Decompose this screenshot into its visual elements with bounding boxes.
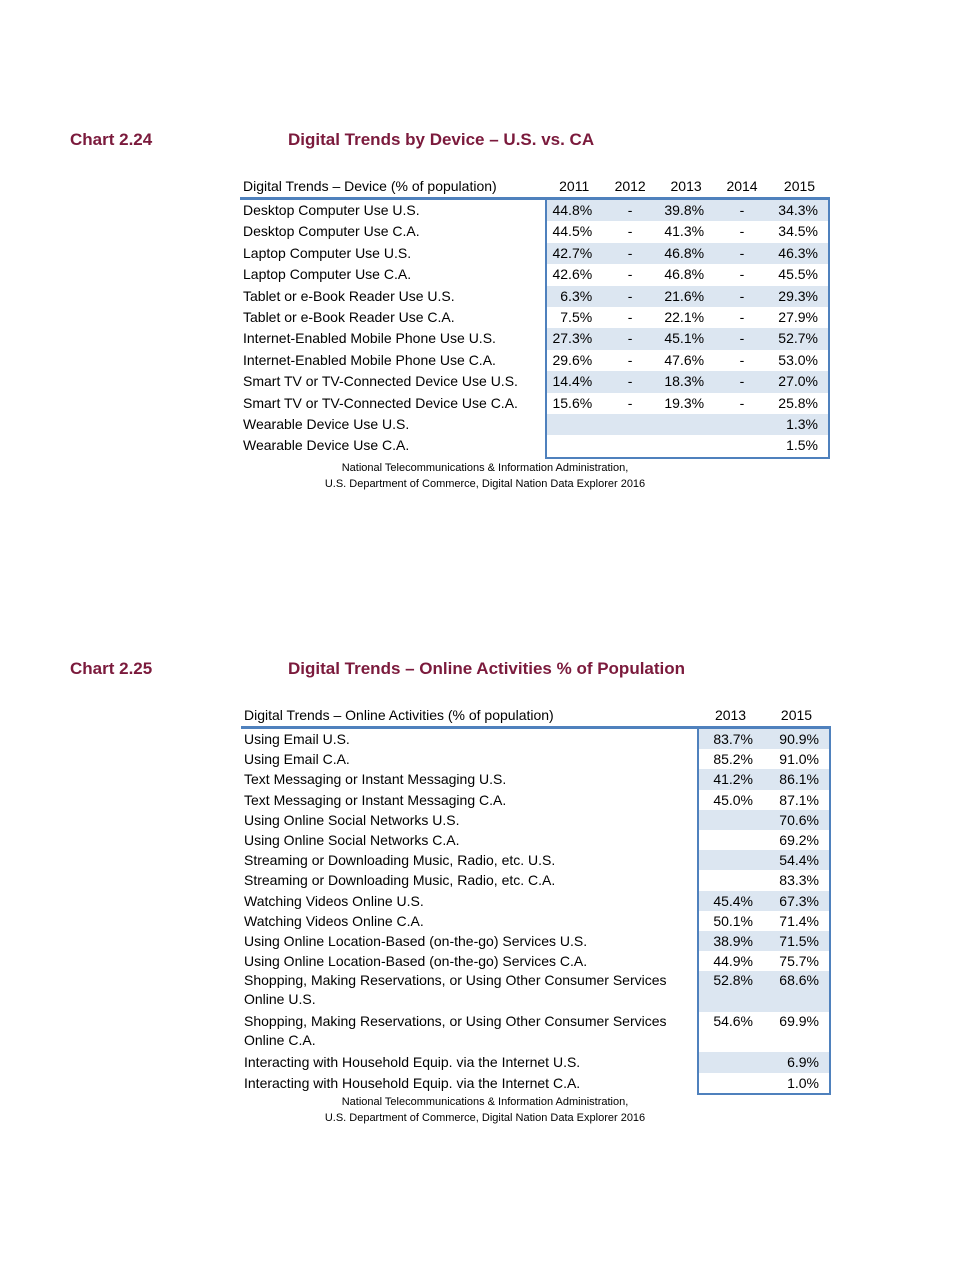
cell-value: 6.3% — [546, 286, 602, 307]
cell-value — [546, 435, 602, 457]
cell-value: 44.9% — [698, 951, 763, 971]
row-label: Using Online Location-Based (on-the-go) Services U.S. — [244, 933, 588, 950]
cell-value: 42.7% — [546, 243, 602, 264]
table-row — [241, 850, 830, 870]
row-label: Using Email C.A. — [244, 751, 350, 768]
row-label: Desktop Computer Use C.A. — [243, 223, 420, 240]
cell-value — [698, 1052, 763, 1072]
cell-value: - — [714, 371, 770, 392]
cell-value: 54.6% — [698, 1012, 763, 1053]
cell-value — [698, 830, 763, 850]
cell-value: - — [739, 309, 745, 326]
chart1-source — [240, 460, 730, 492]
cell-value: 67.3% — [763, 891, 830, 911]
cell-value: - — [627, 266, 633, 283]
cell-value: 53.0% — [770, 350, 829, 371]
cell-value: 1.0% — [763, 1073, 830, 1094]
cell-value — [698, 850, 763, 870]
table-row — [240, 264, 829, 285]
table-row — [240, 199, 829, 222]
column-header-year: 2015 — [763, 701, 830, 728]
column-header-year: 2014 — [714, 172, 770, 199]
cell-value: 6.9% — [763, 1052, 830, 1072]
row-label: Laptop Computer Use U.S. — [243, 244, 412, 261]
cell-value: 21.6% — [658, 286, 714, 307]
column-header-year: 2012 — [602, 172, 658, 199]
source-line: National Telecommunications & Information Administration, — [341, 462, 629, 474]
row-label: Streaming or Downloading Music, Radio, etc. C.A. — [244, 872, 556, 889]
column-header-year: 2011 — [546, 172, 602, 199]
cell-value — [714, 414, 770, 435]
cell-value: 52.8% — [698, 971, 763, 1012]
row-label: Shopping, Making Reservations, or Using Other Consumer Services Online C.A. — [244, 1012, 667, 1048]
table-row — [241, 810, 830, 830]
cell-value: 7.5% — [546, 307, 602, 328]
cell-value: 1.5% — [770, 435, 829, 457]
table-row — [241, 870, 830, 890]
cell-value — [698, 870, 763, 890]
row-label: Desktop Computer Use U.S. — [243, 202, 420, 218]
cell-value — [602, 414, 658, 435]
column-header-label: Digital Trends – Device (% of population) — [240, 172, 546, 199]
cell-value: 19.3% — [664, 394, 705, 411]
cell-value: - — [602, 328, 658, 349]
online-activities-table — [241, 701, 831, 1095]
cell-value — [698, 1073, 763, 1094]
row-label: Using Online Social Networks U.S. — [244, 811, 460, 828]
cell-value: - — [714, 243, 770, 264]
table-row — [240, 435, 829, 457]
cell-value: 15.6% — [546, 393, 602, 414]
cell-value: 1.3% — [770, 414, 829, 435]
table-row — [240, 371, 829, 392]
column-header-year: 2013 — [658, 172, 714, 199]
cell-value: - — [602, 243, 658, 264]
cell-value: 25.8% — [770, 393, 829, 414]
table-row — [240, 307, 829, 328]
chart1-label: Chart 2.24 — [70, 130, 153, 149]
cell-value: - — [739, 223, 745, 240]
cell-value: 91.0% — [763, 749, 830, 769]
cell-value: 44.5% — [546, 221, 602, 242]
cell-value — [714, 435, 770, 457]
row-label: Laptop Computer Use C.A. — [243, 266, 412, 283]
cell-value: - — [739, 351, 745, 368]
cell-value: - — [739, 394, 745, 411]
device-trends-table — [240, 172, 830, 459]
table-row — [241, 769, 830, 789]
row-label: Wearable Device Use U.S. — [243, 416, 410, 433]
cell-value: 85.2% — [698, 749, 763, 769]
source-line: National Telecommunications & Information Administration, — [341, 1096, 629, 1108]
column-header-year: 2015 — [770, 172, 829, 199]
cell-value — [698, 810, 763, 830]
column-header-year: 2013 — [698, 701, 763, 728]
row-label: Tablet or e-Book Reader Use U.S. — [243, 287, 455, 304]
cell-value: - — [714, 199, 770, 222]
cell-value: 50.1% — [698, 911, 763, 931]
table-row — [240, 243, 829, 264]
table-row — [241, 749, 830, 769]
row-label: Text Messaging or Instant Messaging U.S. — [244, 771, 507, 788]
cell-value: 34.3% — [770, 199, 829, 222]
cell-value: 41.3% — [664, 223, 705, 240]
row-label: Interacting with Household Equip. via the Internet C.A. — [244, 1074, 581, 1091]
chart2-source — [240, 1094, 730, 1126]
chart2-label: Chart 2.25 — [70, 659, 153, 678]
cell-value: - — [714, 328, 770, 349]
table-row — [241, 891, 830, 911]
row-label: Text Messaging or Instant Messaging C.A. — [244, 791, 507, 808]
cell-value: 69.2% — [763, 830, 830, 850]
cell-value: 39.8% — [658, 199, 714, 222]
row-label: Shopping, Making Reservations, or Using Other Consumer Services Online U.S. — [244, 972, 667, 1008]
table-row — [240, 328, 829, 349]
row-label: Tablet or e-Book Reader Use C.A. — [243, 309, 455, 326]
cell-value: 71.4% — [763, 911, 830, 931]
cell-value: 87.1% — [763, 790, 830, 810]
table-row — [240, 414, 829, 435]
cell-value: 83.7% — [698, 728, 763, 750]
cell-value: - — [714, 286, 770, 307]
row-label: Interacting with Household Equip. via the Internet U.S. — [244, 1054, 581, 1071]
cell-value: 29.3% — [770, 286, 829, 307]
cell-value: 68.6% — [763, 971, 830, 1012]
cell-value: 27.0% — [770, 371, 829, 392]
chart2-title: Digital Trends – Online Activities % of Population — [288, 659, 686, 678]
table-row — [241, 1012, 830, 1053]
cell-value: 41.2% — [698, 769, 763, 789]
cell-value: 45.5% — [770, 264, 829, 285]
cell-value: 69.9% — [763, 1012, 830, 1053]
cell-value: - — [602, 371, 658, 392]
cell-value: - — [627, 309, 633, 326]
cell-value: 45.0% — [698, 790, 763, 810]
cell-value: 70.6% — [763, 810, 830, 830]
cell-value: 34.5% — [770, 221, 829, 242]
row-label: Internet-Enabled Mobile Phone Use U.S. — [243, 330, 496, 347]
cell-value: 27.3% — [546, 328, 602, 349]
table-row — [241, 1073, 830, 1094]
cell-value: 46.3% — [770, 243, 829, 264]
cell-value: - — [627, 223, 633, 240]
cell-value — [602, 435, 658, 457]
row-label: Watching Videos Online U.S. — [244, 892, 424, 909]
cell-value: 18.3% — [658, 371, 714, 392]
row-label: Streaming or Downloading Music, Radio, etc. U.S. — [244, 852, 556, 869]
cell-value: 47.6% — [664, 351, 705, 368]
cell-value: 46.8% — [658, 243, 714, 264]
row-label: Using Online Location-Based (on-the-go) Services C.A. — [244, 953, 588, 970]
table-row — [241, 911, 830, 931]
cell-value: - — [627, 394, 633, 411]
cell-value: - — [602, 286, 658, 307]
cell-value: 14.4% — [546, 371, 602, 392]
table-header-row — [240, 172, 829, 199]
cell-value: 22.1% — [664, 309, 705, 326]
table-header-row — [241, 701, 830, 728]
source-line: U.S. Department of Commerce, Digital Nation Data Explorer 2016 — [324, 478, 646, 490]
cell-value: 90.9% — [763, 728, 830, 750]
row-label: Wearable Device Use C.A. — [243, 437, 410, 454]
cell-value — [658, 435, 714, 457]
cell-value: 44.8% — [546, 199, 602, 222]
source-line: U.S. Department of Commerce, Digital Nation Data Explorer 2016 — [324, 1112, 646, 1124]
cell-value: 45.4% — [698, 891, 763, 911]
table-row — [240, 221, 829, 242]
cell-value: 42.6% — [546, 264, 602, 285]
cell-value: 38.9% — [698, 931, 763, 951]
row-label: Using Online Social Networks C.A. — [244, 832, 460, 849]
cell-value: 52.7% — [770, 328, 829, 349]
cell-value — [546, 414, 602, 435]
table-row — [241, 1052, 830, 1072]
chart1-title: Digital Trends by Device – U.S. vs. CA — [288, 130, 595, 149]
cell-value: 29.6% — [546, 350, 602, 371]
cell-value: - — [739, 266, 745, 283]
table-row — [241, 830, 830, 850]
table-row — [241, 951, 830, 971]
row-label: Smart TV or TV-Connected Device Use C.A. — [243, 394, 518, 411]
table-row — [241, 790, 830, 810]
cell-value: 27.9% — [770, 307, 829, 328]
cell-value: 83.3% — [763, 870, 830, 890]
column-header-label: Digital Trends – Online Activities (% of population) — [241, 701, 698, 728]
cell-value: 54.4% — [763, 850, 830, 870]
table-row — [240, 286, 829, 307]
cell-value — [658, 414, 714, 435]
cell-value: - — [602, 199, 658, 222]
row-label: Internet-Enabled Mobile Phone Use C.A. — [243, 351, 496, 368]
cell-value: 75.7% — [763, 951, 830, 971]
row-label: Smart TV or TV-Connected Device Use U.S. — [243, 373, 518, 390]
cell-value: 45.1% — [658, 328, 714, 349]
table-row — [241, 728, 830, 750]
row-label: Using Email U.S. — [244, 731, 350, 747]
cell-value: 46.8% — [664, 266, 705, 283]
table-row — [240, 350, 829, 371]
table-row — [241, 931, 830, 951]
cell-value: 71.5% — [763, 931, 830, 951]
cell-value: 86.1% — [763, 769, 830, 789]
cell-value: - — [627, 351, 633, 368]
table-row — [240, 393, 829, 414]
row-label: Watching Videos Online C.A. — [244, 912, 424, 929]
table-row — [241, 971, 830, 1012]
